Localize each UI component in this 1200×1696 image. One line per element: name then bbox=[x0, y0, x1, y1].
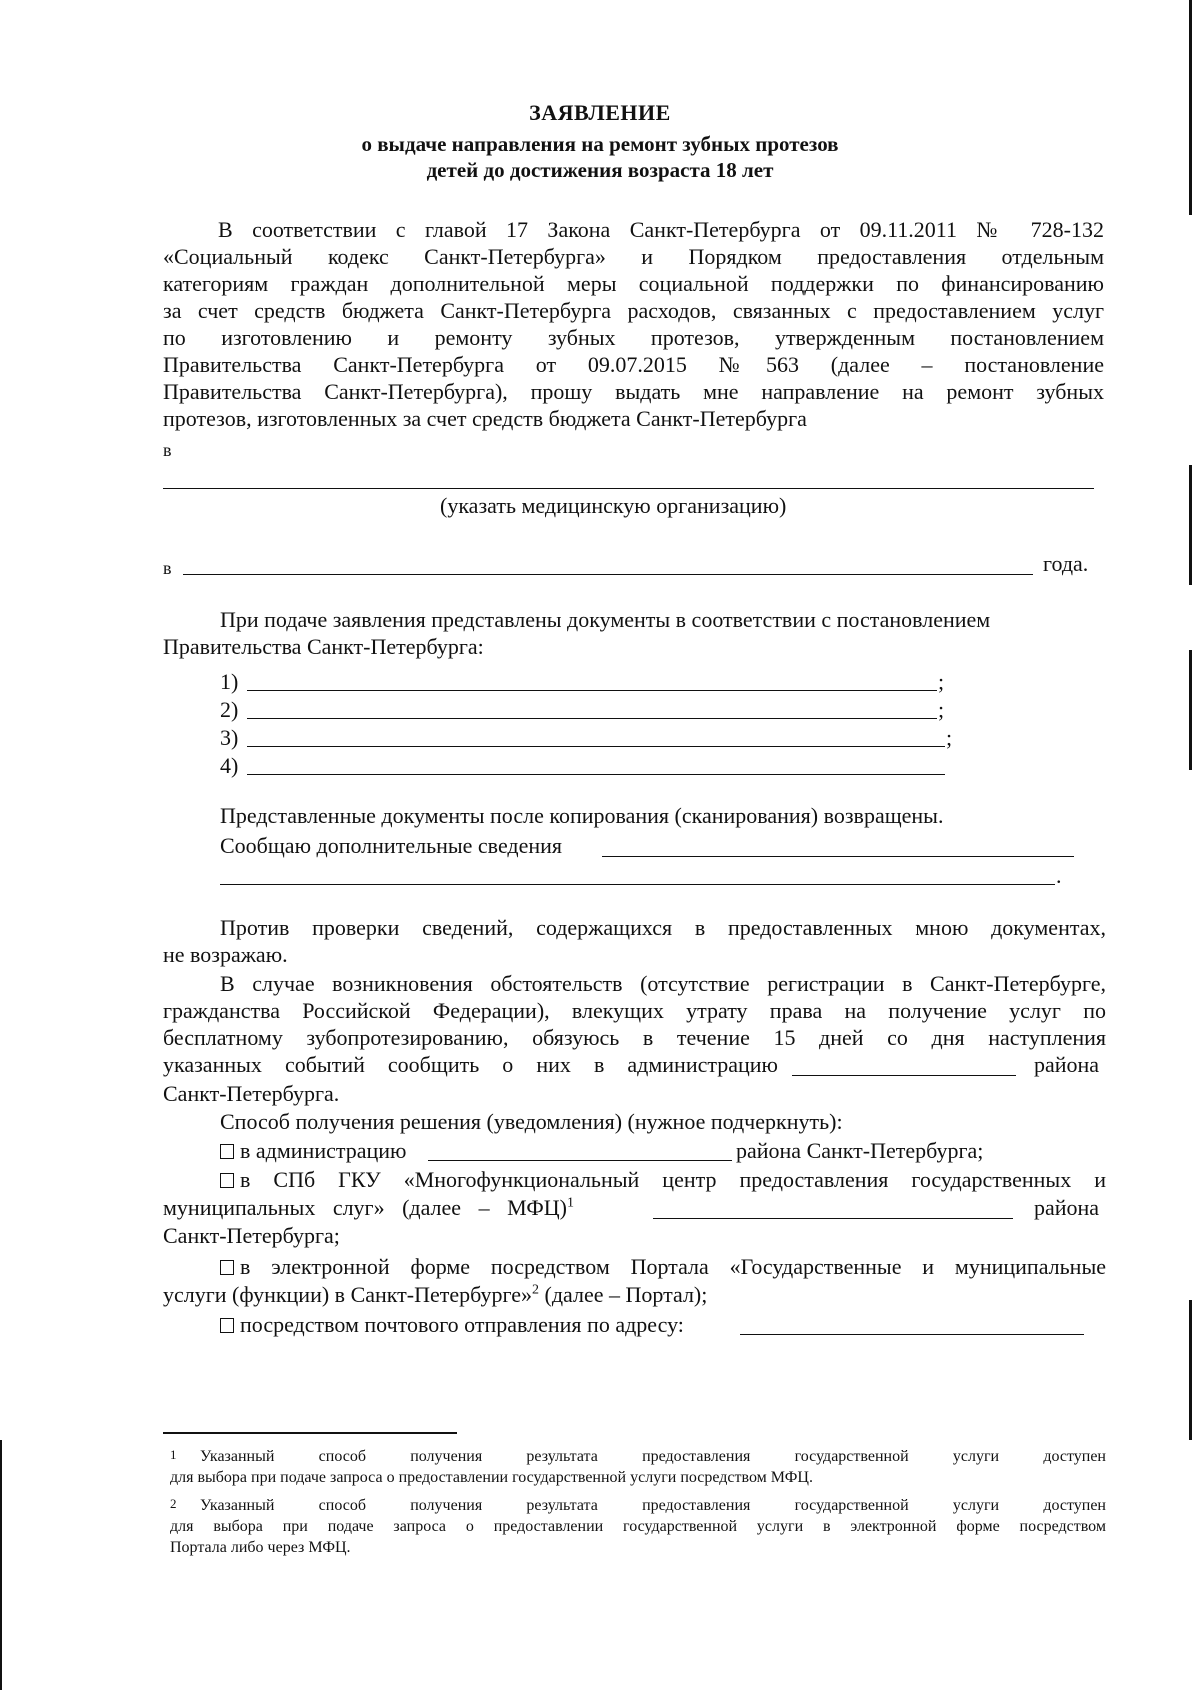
documents-intro-line-1: При подаче заявления представлены документы в соответствии с постановлением bbox=[220, 607, 991, 632]
document-item-field[interactable] bbox=[247, 774, 945, 775]
intro-line: категориям граждан дополнительной меры социальной поддержки по финансированию bbox=[163, 271, 1104, 296]
document-item-field[interactable] bbox=[247, 746, 945, 747]
method-option-administration-label: в администрацию bbox=[240, 1138, 407, 1163]
consent-line: не возражаю. bbox=[163, 942, 288, 967]
footnote-2-line-1: Указанный способ получения результата предоставления государственной услуги доступен bbox=[200, 1497, 1106, 1514]
method-option-administration[interactable] bbox=[220, 1137, 406, 1164]
medical-organization-caption: (указать медицинскую организацию) bbox=[440, 493, 787, 518]
additional-info-field[interactable] bbox=[602, 856, 1074, 857]
method-option-mfc-label: в СПб ГКУ «Многофункциональный центр предоставления государственных и bbox=[240, 1167, 1106, 1192]
scan-edge-mark bbox=[0, 1440, 2, 1690]
document-item-number: 2) bbox=[220, 697, 239, 722]
preposition-v-2: в bbox=[163, 558, 172, 578]
method-option-portal-label: в электронной форме посредством Портала «Государственные и муниципальные bbox=[240, 1254, 1106, 1279]
footnote-2-line-2: для выбора при подаче запроса о предоставлении государственной услуги в электронной форме посредством bbox=[170, 1518, 1106, 1535]
intro-line: «Социальный кодекс Санкт-Петербурга» и Порядком предоставления отдельным bbox=[163, 244, 1104, 269]
footnote-ref-2: 2 bbox=[532, 1282, 540, 1298]
scan-edge-mark bbox=[1189, 650, 1192, 770]
intro-line: за счет средств бюджета Санкт-Петербурга расходов, связанных с предоставлением услуг bbox=[163, 298, 1104, 323]
document-item-field[interactable] bbox=[247, 718, 937, 719]
obligation-city: Санкт-Петербурга. bbox=[163, 1081, 340, 1106]
method-option-portal-line-2-text: услуги (функции) в Санкт-Петербурге» bbox=[163, 1282, 533, 1307]
document-item-end: ; bbox=[938, 697, 945, 722]
medical-organization-field[interactable] bbox=[163, 488, 1094, 489]
checkbox-icon[interactable] bbox=[220, 1144, 234, 1159]
intro-line: протезов, изготовленных за счет средств бюджета Санкт-Петербурга bbox=[163, 406, 807, 431]
method-option-post[interactable] bbox=[220, 1311, 684, 1338]
document-title: ЗАЯВЛЕНИЕ bbox=[529, 100, 671, 125]
footnote-separator bbox=[163, 1432, 457, 1434]
postal-address-field[interactable] bbox=[740, 1334, 1084, 1335]
scan-edge-mark bbox=[1189, 465, 1192, 585]
intro-line: Правительства Санкт-Петербурга от 09.07.2015 №563 (далее – постановление bbox=[163, 352, 1104, 377]
footnote-1-line-2: для выбора при подаче запроса о предоставлении государственной услуги посредством МФЦ. bbox=[170, 1469, 813, 1486]
footnote-1-line-1: Указанный способ получения результата предоставления государственной услуги доступен bbox=[200, 1448, 1106, 1465]
document-item-number: 4) bbox=[220, 753, 239, 778]
method-administration-field[interactable] bbox=[428, 1160, 732, 1161]
intro-line: В соответствии с главой 17 Закона Санкт-Петербурга от 09.11.2011 № 728-132 bbox=[218, 217, 1104, 242]
scan-edge-mark bbox=[1189, 1300, 1192, 1440]
document-subtitle-line-1: о выдаче направления на ремонт зубных протезов bbox=[361, 132, 839, 156]
method-option-portal-line-2-end: (далее – Портал); bbox=[539, 1282, 708, 1307]
year-field[interactable] bbox=[183, 574, 1033, 575]
footnote-ref-1: 1 bbox=[566, 1195, 574, 1211]
method-option-mfc-end: района bbox=[1034, 1195, 1100, 1220]
documents-returned-note: Представленные документы после копирования (сканирования) возвращены. bbox=[220, 803, 944, 828]
method-heading: Способ получения решения (уведомления) (нужное подчеркнуть): bbox=[220, 1109, 843, 1134]
method-option-mfc-line-2 bbox=[163, 1194, 574, 1221]
document-item-number: 1) bbox=[220, 669, 239, 694]
checkbox-icon[interactable] bbox=[220, 1260, 234, 1275]
additional-info-field-2[interactable] bbox=[220, 884, 1055, 885]
checkbox-icon[interactable] bbox=[220, 1173, 234, 1188]
method-option-mfc[interactable] bbox=[220, 1166, 1106, 1193]
document-item-end: ; bbox=[946, 725, 953, 750]
consent-line: Против проверки сведений, содержащихся в предоставленных мною документах, bbox=[220, 915, 1106, 940]
method-option-portal-line-2 bbox=[163, 1281, 707, 1308]
method-option-administration-end: района Санкт-Петербурга; bbox=[736, 1138, 984, 1163]
obligation-line: гражданства Российской Федерации), влекущих утрату права на получение услуг по bbox=[163, 998, 1106, 1023]
additional-info-end: . bbox=[1056, 863, 1062, 888]
obligation-line-start: указанных событий сообщить о них в администрацию bbox=[163, 1052, 778, 1077]
footnote-2-number: 2 bbox=[170, 1496, 177, 1511]
checkbox-icon[interactable] bbox=[220, 1318, 234, 1333]
preposition-v: в bbox=[163, 440, 172, 460]
document-item-number: 3) bbox=[220, 725, 239, 750]
document-item-field[interactable] bbox=[247, 690, 937, 691]
method-option-portal[interactable] bbox=[220, 1253, 1106, 1280]
footnote-1-number: 1 bbox=[170, 1447, 177, 1462]
documents-intro-line-2: Правительства Санкт-Петербурга: bbox=[163, 634, 484, 659]
document-item-end: ; bbox=[938, 669, 945, 694]
method-mfc-field[interactable] bbox=[653, 1218, 1013, 1219]
obligation-line-end: района bbox=[1034, 1052, 1100, 1077]
year-suffix: года. bbox=[1043, 551, 1089, 576]
method-option-post-label: посредством почтового отправления по адресу: bbox=[240, 1312, 684, 1337]
intro-line: по изготовлению и ремонту зубных протезов, утвержденным постановлением bbox=[163, 325, 1104, 350]
obligation-line: бесплатному зубопротезированию, обязуюсь в течение 15 дней со дня наступления bbox=[163, 1025, 1106, 1050]
additional-info-label: Сообщаю дополнительные сведения bbox=[220, 833, 563, 858]
method-option-mfc-city: Санкт-Петербурга; bbox=[163, 1223, 340, 1248]
administration-district-field[interactable] bbox=[792, 1075, 1016, 1076]
obligation-line: В случае возникновения обстоятельств (отсутствие регистрации в Санкт-Петербурге, bbox=[220, 971, 1106, 996]
method-option-mfc-line-2-text: муниципальных слуг» (далее – МФЦ) bbox=[163, 1195, 567, 1220]
document-subtitle-line-2: детей до достижения возраста 18 лет bbox=[426, 158, 774, 182]
intro-line: Правительства Санкт-Петербурга), прошу выдать мне направление на ремонт зубных bbox=[163, 379, 1104, 404]
footnote-2-line-3: Портала либо через МФЦ. bbox=[170, 1539, 351, 1556]
